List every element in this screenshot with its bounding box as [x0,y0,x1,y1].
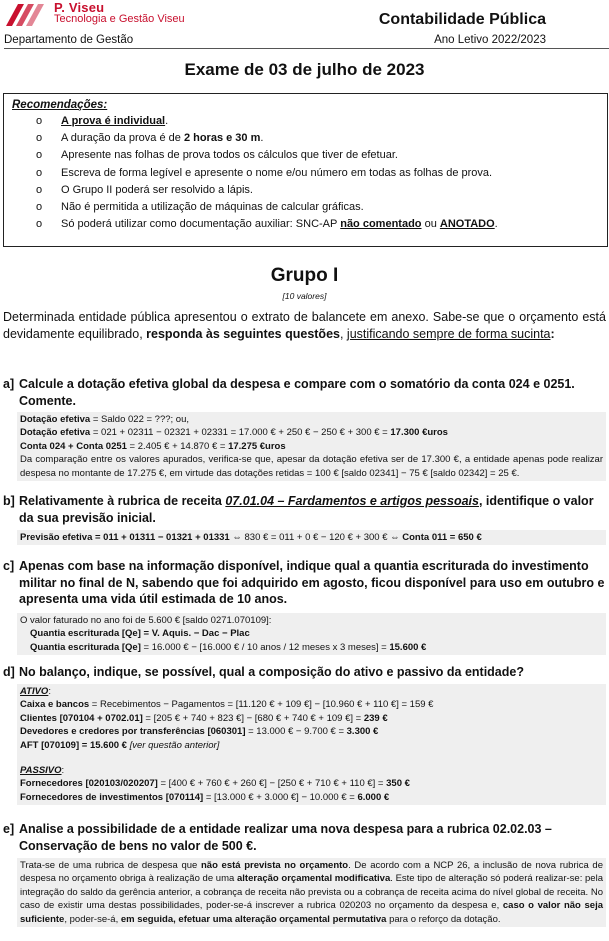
recommendations-box [3,93,608,247]
question-d [3,664,606,681]
answer-e: Trata-se de uma rubrica de despesa que não está prevista no orçamento. De acordo com a NCP 26, a inclusão de nova rubrica de despesa no orçamento obriga à realização de uma alteração orçamental modificativa. Este tipo de alteração só poderá realizar-se: pela integração do saldo da gerência anterior, a cobrança de receita não prevista ou a cobrança de receita acima do nível global de receita. No caso de existir uma destas possibilidades, poder-se-á inscrever a rubrica 020203 no orçamento da despesa e, caso o valor não seja suficiente, poder-se-á, em seguida, efetuar uma alteração orçamental permutativa para o reforço da dotação. [17,858,606,927]
header-divider [4,48,609,49]
list-item: o A prova é individual. [12,113,599,130]
list-item: o Escreva de forma legível e apresente o nome e/ou número em todas as folhas de prova. [12,165,599,182]
question-label: b] [3,494,15,508]
question-label: a] [3,377,15,391]
question-a [3,376,606,409]
answer-b: Previsão efetiva = 011 + 01311 − 01321 + 01331 ⇔ 830 € = 011 + 0 € − 120 € + 300 € ⇔ Conta 011 = 650 € [17,530,606,545]
department-label: Departamento de Gestão [4,34,134,46]
brand-subtitle: Tecnologia e Gestão Viseu [54,13,185,25]
list-item: o Só poderá utilizar como documentação auxiliar: SNC-AP não comentado ou ANOTADO. [12,216,599,233]
question-text: Analise a possibilidade de a entidade realizar uma nova despesa para a rubrica 02.02.03 – Conservação de bens no valor de 500 €. [19,822,552,853]
list-item: o Não é permitida a utilização de máquinas de calcular gráficas. [12,199,599,216]
recommendations-list [12,113,599,233]
question-label: e] [3,822,15,836]
list-item: o O Grupo II poderá ser resolvido a lápis. [12,182,599,199]
group-title: Grupo I [270,265,339,286]
brand-name: P. Viseu [54,0,105,15]
group-points: [10 valores] [282,291,327,301]
question-text: Apenas com base na informação disponível, indique qual a quantia escriturada do investimento militar no final de N, sabendo que foi adquirido em agosto, ficou disponível para uso em outubro e apresenta uma vida útil estimada de 10 anos. [19,559,605,606]
academic-year: Ano Letivo 2022/2023 [434,34,546,46]
recommendations-title: Recomendações: [12,99,108,111]
question-label: c] [3,559,15,573]
question-b: b] Relativamente à rubrica de receita 07.01.04 – Fardamentos e artigos pessoais, identifique o valor da sua previsão inicial. [3,494,594,525]
exam-title: Exame de 03 de julho de 2023 [184,60,425,79]
question-c [3,558,606,608]
group-intro: Determinada entidade pública apresentou o extrato de balancete em anexo. Sabe-se que o orçamento está devidamente equilibrado, responda às seguintes questões, justificando sempre de forma sucinta: [3,310,606,341]
question-text: No balanço, indique, se possível, qual a composição do ativo e passivo da entidade? [19,665,524,679]
answer-a: Dotação efetiva = Saldo 022 = ???; ou, Dotação efetiva = 021 + 02311 − 02321 + 02331 = 17.000 € + 250 € − 250 € + 300 € = 17.300 €uros Conta 024 + Conta 0251 = 2.405 € + 14.870 € = 17.275 €uros Da comparação entre os valores apurados, verifica-se que, apesar da dotação efetiva ser de 17.300 €, a entidade apenas pode realizar despesa no montante de 17.275 €, em virtude das dotações retidas = 100 € [saldo 02341] − 75 € [saldo 02342] = 25 €. [17,412,606,481]
question-text: Calcule a dotação efetiva global da despesa e compare com o somatório da conta 024 e 0251. Comente. [19,377,575,408]
polytechnic-logo-icon [4,2,50,28]
list-item: o A duração da prova é de 2 horas e 30 m. [12,130,599,147]
question-label: d] [3,665,15,679]
answer-d: ATIVO: Caixa e bancos = Recebimentos − Pagamentos = [11.120 € + 109 €] − [10.960 € + 110 €] = 159 € Clientes [070104 + 0702.01] = [205 € + 740 + 823 €] − [680 € + 740 € + 109 €] = 239 € Devedores e credores por transferências [060301] = 13.000 € − 9.700 € = 3.300 € AFT [070109] = 15.600 € [ver questão anterior] PASSIVO: Fornecedores [020103/020207] = [400 € + 760 € + 260 €] − [250 € + 710 € + 110 €] = 350 € Fornecedores de investimentos [070114] = [13.000 € + 3.000 €] − 10.000 € = 6.000 € [17,684,606,805]
question-e [3,821,606,854]
list-item: o Apresente nas folhas de prova todos os cálculos que tiver de efetuar. [12,147,599,164]
document-header [0,0,609,50]
answer-c: O valor faturado no ano foi de 5.600 € [saldo 0271.070109]: Quantia escriturada [Qe] = V. Aquis. − Dac − Plac Quantia escriturada [Qe] = 16.000 € − [16.000 € / 10 anos / 12 meses x 3 meses] = 15.600 € [17,613,606,655]
course-title: Contabilidade Pública [378,11,546,28]
